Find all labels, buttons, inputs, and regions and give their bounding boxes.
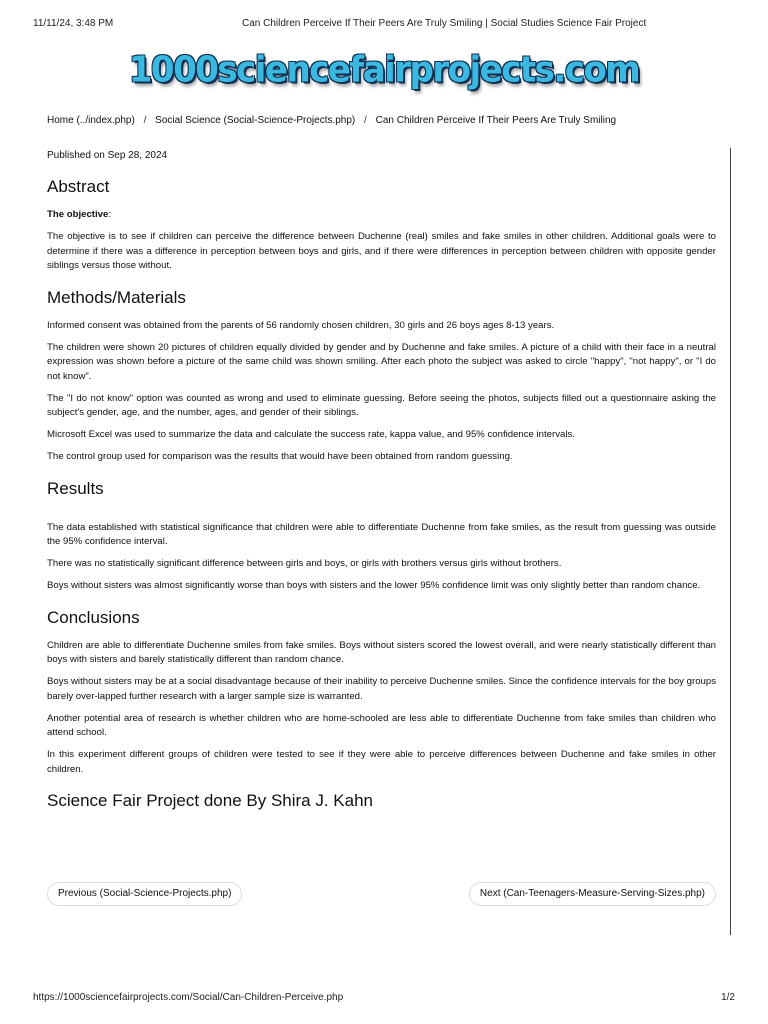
conclusions-paragraph: In this experiment different groups of children were tested to see if they were able to perceive differences between Duchenne and fake smiles in other children. — [47, 749, 716, 775]
breadcrumb-current: Can Children Perceive If Their Peers Are Truly Smiling — [375, 115, 617, 126]
published-date: Published on Sep 28, 2024 — [47, 150, 168, 161]
objective-label-line — [47, 208, 716, 223]
conclusions-section — [47, 608, 716, 778]
methods-paragraph: Microsoft Excel was used to summarize the data and calculate the success rate, kappa value, and 95% confidence intervals. — [47, 429, 575, 440]
scrollbar-line — [730, 148, 731, 935]
methods-paragraph: The "I do not know" option was counted as wrong and used to eliminate guessing. Before seeing the photos, subjects filled out a questionnaire asking the subject's gender, age, and the number, ages, and gender of their siblings. — [47, 392, 716, 418]
breadcrumb-separator: / — [364, 115, 367, 126]
results-heading: Results — [47, 478, 104, 498]
breadcrumb-separator: / — [143, 115, 147, 126]
article-content — [47, 150, 716, 822]
print-url: https://1000sciencefairprojects.com/Social/Can-Children-Perceive.php — [33, 992, 344, 1003]
results-paragraph: Boys without sisters was almost significantly worse than boys with sisters and the lower 95% confidence limit was only slightly better than random chance. — [47, 580, 701, 591]
next-page-button[interactable]: Next (Can-Teenagers-Measure-Serving-Sizes.php) — [469, 882, 716, 906]
project-credit: Science Fair Project done By Shira J. Kahn — [47, 791, 373, 810]
conclusions-heading: Conclusions — [47, 607, 140, 627]
abstract-heading: Abstract — [47, 177, 110, 196]
previous-page-button[interactable]: Previous (Social-Science-Projects.php) — [47, 882, 242, 906]
breadcrumb-home-link[interactable]: Home (../index.php) — [47, 115, 135, 126]
methods-paragraph: The children were shown 20 pictures of children equally divided by gender and by Duchenne and fake smiles. A picture of a child with their face in a neutral expression was shown before a picture of the same child was shown smiling. After each photo the subject was asked to circle "happy", "not happy", or "I do not know". — [47, 341, 716, 382]
results-section — [47, 479, 716, 594]
objective-label: The objective — [47, 209, 109, 220]
objective-colon: : — [108, 209, 111, 220]
print-page-title: Can Children Perceive If Their Peers Are Truly Smiling | Social Studies Science Fair Project — [242, 18, 647, 29]
print-header — [33, 18, 735, 32]
results-paragraph: There was no statistically significant difference between girls and boys, or girls with brothers versus girls without brothers. — [47, 558, 562, 569]
conclusions-paragraph: Children are able to differentiate Duchenne smiles from fake smiles. Boys without sisters scored the lowest overall, and were nearly statistically different than boys with sisters and barely statistically different than random chance. — [47, 639, 716, 665]
print-page-number: 1/2 — [721, 992, 735, 1003]
abstract-paragraph: The objective is to see if children can perceive the difference between Duchenne (real) smiles and fake smiles in other children. Additional goals were to determine if there was a difference in perception between boys and girls, and if there were differences in perception between children with opposite gender siblings versus those without. — [47, 231, 716, 271]
methods-section — [47, 288, 716, 465]
site-logo-text: 1000sciencefairprojects.com — [128, 49, 640, 91]
breadcrumb — [47, 115, 616, 126]
print-datetime: 11/11/24, 3:48 PM — [33, 18, 114, 29]
methods-heading: Methods/Materials — [47, 287, 186, 307]
methods-paragraph: The control group used for comparison was the results that would have been obtained from random guessing. — [47, 451, 513, 462]
abstract-section — [47, 177, 716, 274]
conclusions-paragraph: Another potential area of research is whether children who are home-schooled are less able to differentiate Duchenne from fake smiles than children who attend school. — [47, 712, 716, 738]
site-logo[interactable] — [0, 38, 768, 102]
results-paragraph: The data established with statistical significance that children were able to differentiate Duchenne from fake smiles, as the result from guessing was outside the 95% confidence interval. — [47, 521, 716, 547]
methods-paragraph: Informed consent was obtained from the parents of 56 randomly chosen children, 30 girls and 26 boys ages 8-13 years. — [47, 319, 555, 331]
breadcrumb-category-link[interactable]: Social Science (Social-Science-Projects.php) — [155, 115, 356, 126]
conclusions-paragraph: Boys without sisters may be at a social disadvantage because of their inability to perceive Duchenne smiles. Since the confidence intervals for the boy groups barely over-lapped further research with a larger sample size is warranted. — [47, 676, 716, 702]
